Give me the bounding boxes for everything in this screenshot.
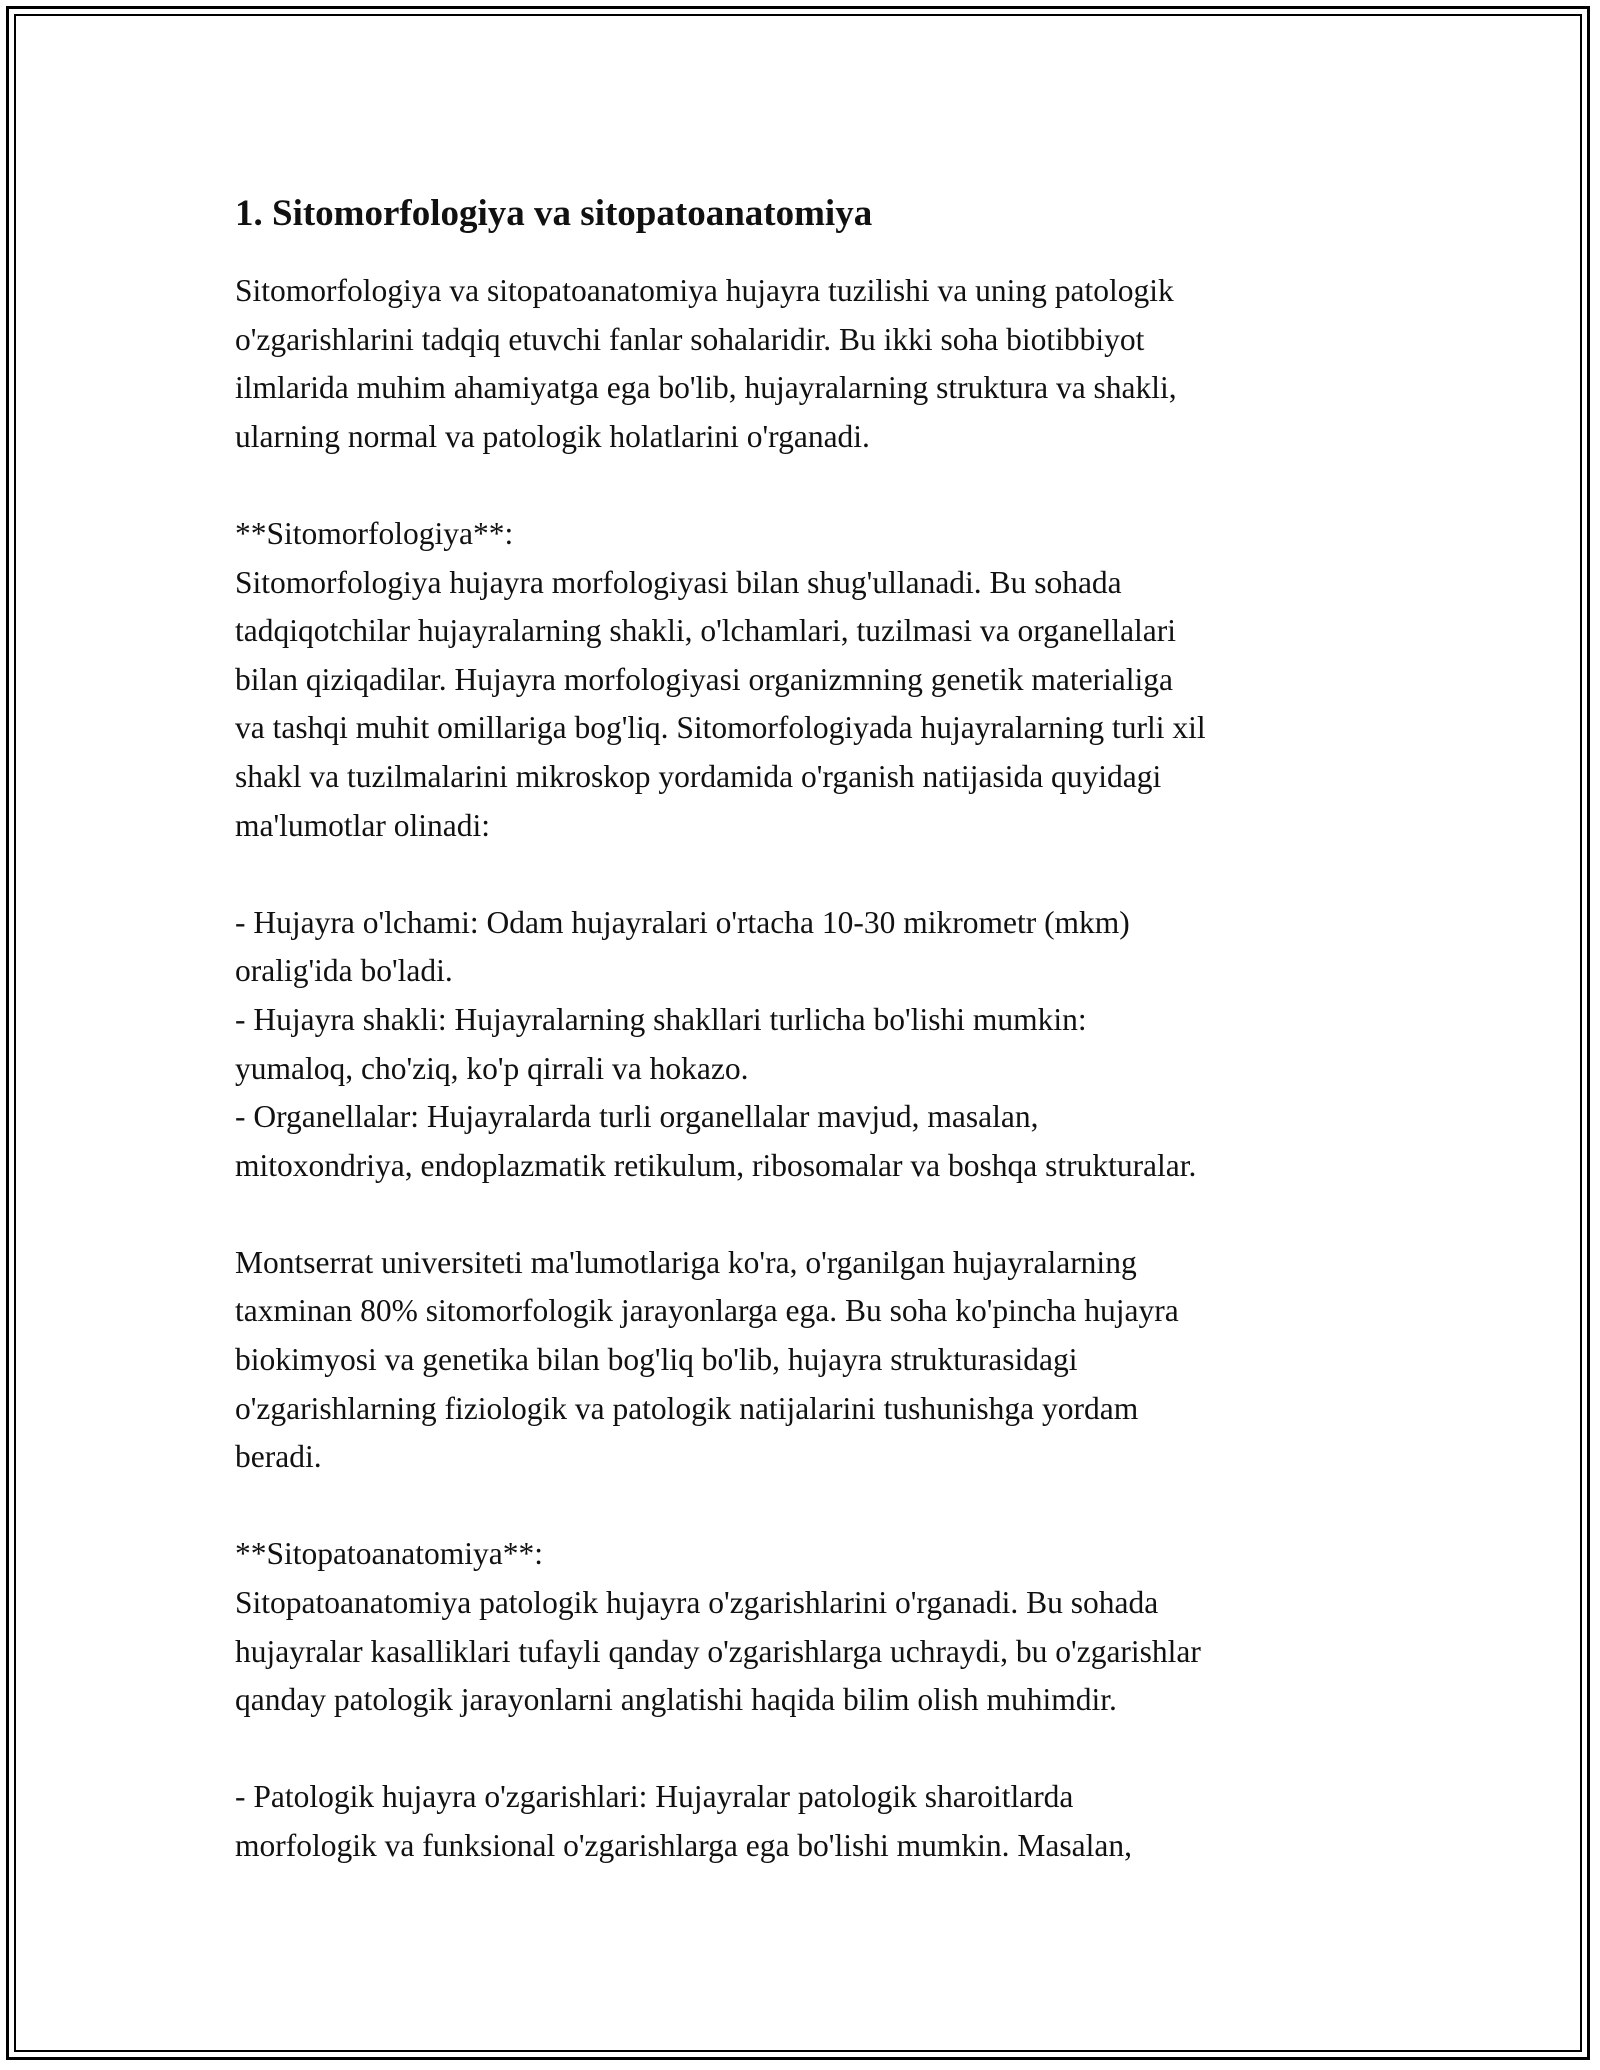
text-line: bilan qiziqadilar. Hujayra morfologiyasi organizmning genetik materialiga [235,661,1174,697]
text-line: hujayralar kasalliklari tufayli qanday o'zgarishlarga uchraydi, bu o'zgarishlar [235,1633,1201,1669]
document-body [235,185,1385,1919]
text-line: shakl va tuzilmalarini mikroskop yordamida o'rganish natijasida quyidagi [235,758,1162,794]
text-line: o'zgarishlarini tadqiq etuvchi fanlar sohalaridir. Bu ikki soha biotibbiyot [235,321,1145,357]
text-line: va tashqi muhit omillariga bog'liq. Sitomorfologiyada hujayralarning turli xil [235,710,1206,746]
text-line: taxminan 80% sitomorfologik jarayonlarga ega. Bu soha ko'pincha hujayra [235,1293,1179,1329]
morphology-list [235,899,1385,1191]
list-item: - Hujayra shakli: Hujayralarning shakllari turlicha bo'lishi mumkin: [235,1001,1087,1037]
list-item: - Hujayra o'lchami: Odam hujayralari o'rtacha 10-30 mikrometr (mkm) [235,904,1130,940]
section-heading: **Sitopatoanatomiya**: [235,1536,543,1572]
list-item: - Patologik hujayra o'zgarishlari: Hujayralar patologik sharoitlarda [235,1779,1074,1815]
text-line: o'zgarishlarning fiziologik va patologik natijalarini tushunishga yordam [235,1390,1139,1426]
text-line: ilmlarida muhim ahamiyatga ega bo'lib, hujayralarning struktura va shakli, [235,370,1177,406]
sitomorfologiya-section [235,510,1385,850]
text-line: Sitomorfologiya va sitopatoanatomiya hujayra tuzilishi va uning patologik [235,273,1174,308]
section-heading: **Sitomorfologiya**: [235,515,514,551]
intro-paragraph [235,267,1385,461]
text-line: ma'lumotlar olinadi: [235,807,490,843]
montserrat-paragraph [235,1239,1385,1482]
text-line: Montserrat universiteti ma'lumotlariga ko'ra, o'rganilgan hujayralarning [235,1244,1137,1280]
page-title: 1. Sitomorfologiya va sitopatoanatomiya [235,193,873,234]
text-line: mitoxondriya, endoplazmatik retikulum, ribosomalar va boshqa strukturalar. [235,1147,1197,1183]
text-line: tadqiqotchilar hujayralarning shakli, o'lchamlari, tuzilmasi va organellalari [235,613,1177,649]
text-line: morfologik va funksional o'zgarishlarga ega bo'lishi mumkin. Masalan, [235,1828,1132,1863]
sitopatoanatomiya-section [235,1530,1385,1724]
text-line: oralig'ida bo'ladi. [235,953,453,989]
text-line: biokimyosi va genetika bilan bog'liq bo'lib, hujayra strukturasidagi [235,1342,1078,1378]
text-line: yumaloq, cho'ziq, ko'p qirrali va hokazo. [235,1050,749,1086]
text-line: beradi. [235,1439,322,1475]
text-line: Sitopatoanatomiya patologik hujayra o'zgarishlarini o'rganadi. Bu sohada [235,1585,1159,1621]
text-line: Sitomorfologiya hujayra morfologiyasi bilan shug'ullanadi. Bu sohada [235,564,1122,600]
list-item: - Organellalar: Hujayralarda turli organellalar mavjud, masalan, [235,1099,1039,1135]
text-line: ularning normal va patologik holatlarini o'rganadi. [235,418,870,454]
pathology-list [235,1773,1385,1870]
text-line: qanday patologik jarayonlarni anglatishi haqida bilim olish muhimdir. [235,1682,1117,1718]
